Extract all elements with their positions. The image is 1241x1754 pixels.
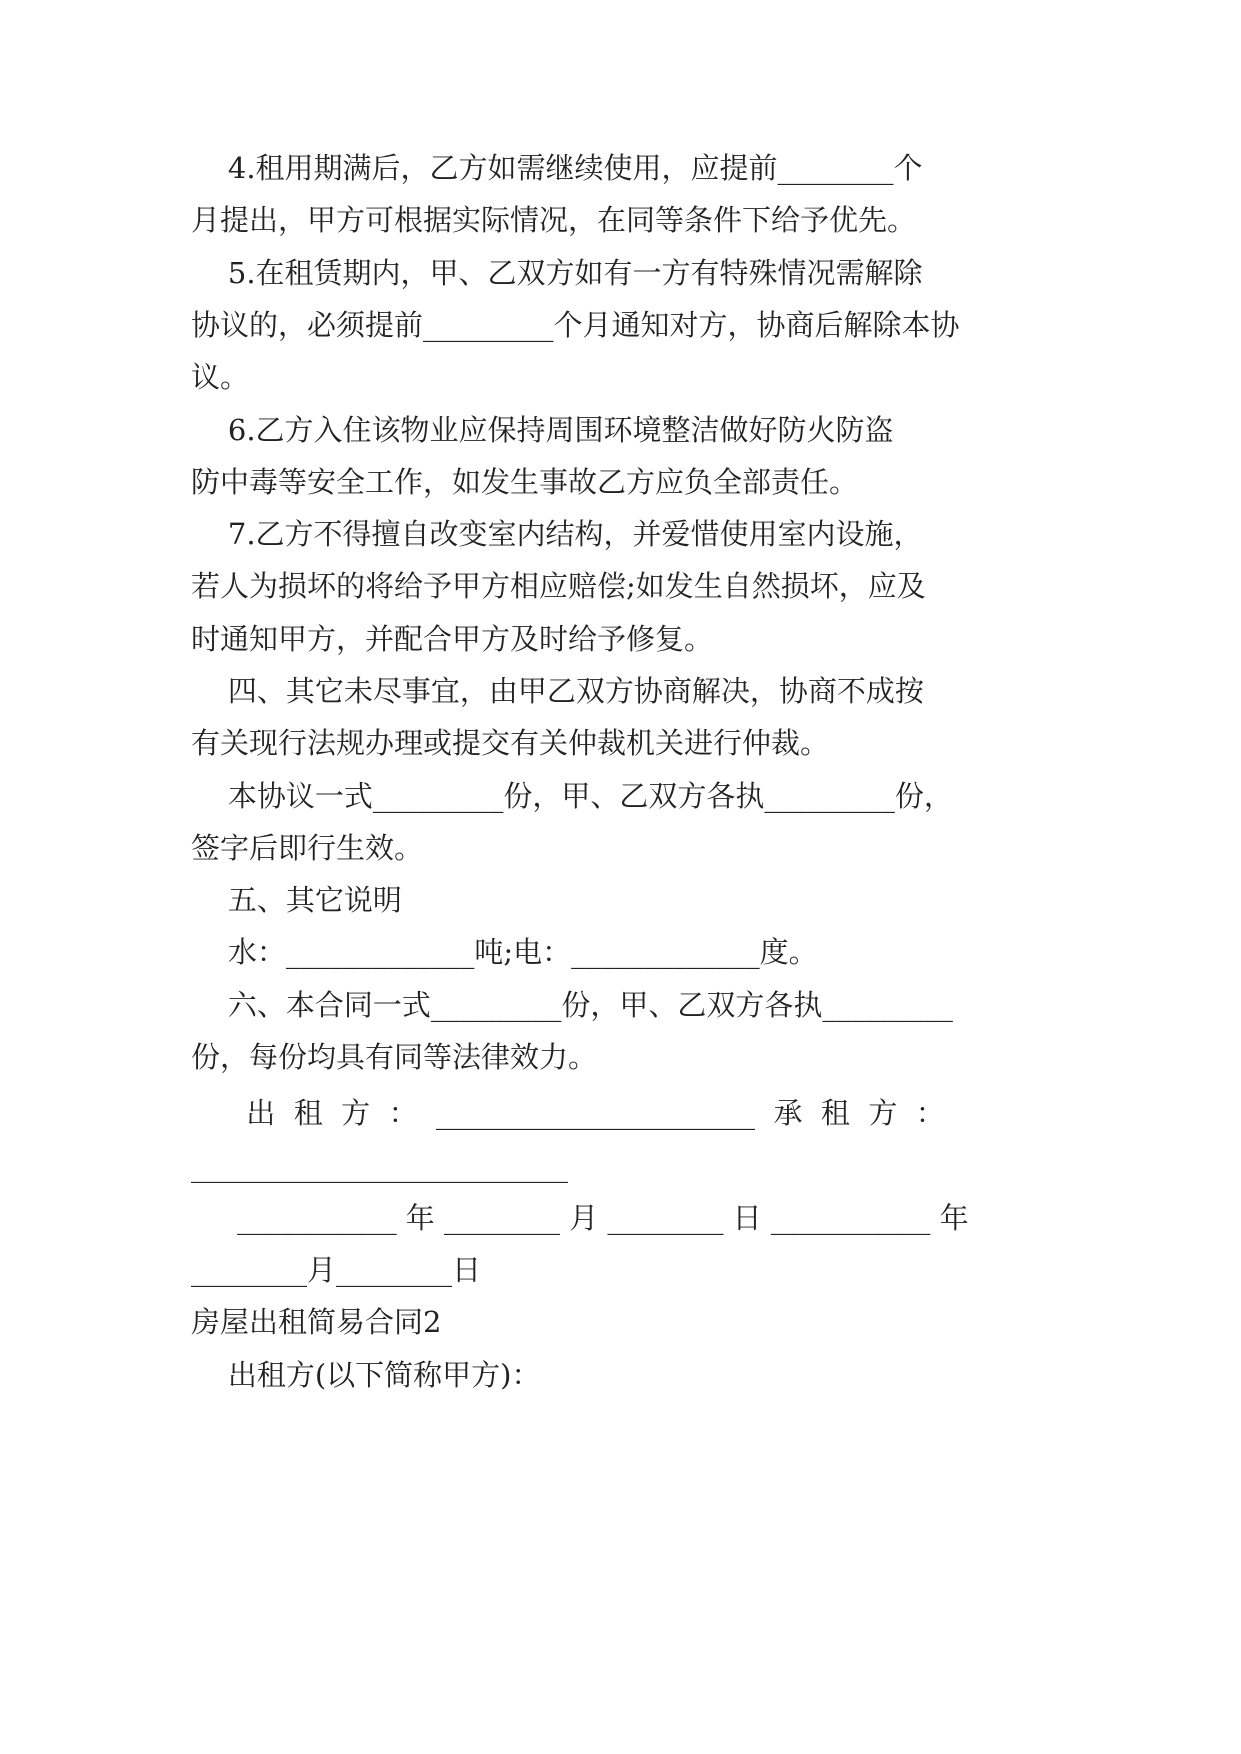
copies-line-1: 本协议一式_________份，甲、乙双方各执_________份， (191, 779, 953, 813)
clause-5-line-3: 议。 (191, 360, 250, 394)
clause-4-line-2: 月提出，甲方可根据实际情况，在同等条件下给予优先。 (191, 203, 917, 237)
clause-7-line-3: 时通知甲方，并配合甲方及时给予修复。 (191, 622, 714, 656)
clause-7-line-1: 7.乙方不得擅自改变室内结构，并爱惜使用室内设施， (191, 517, 923, 551)
clause-7-line-2: 若人为损坏的将给予甲方相应赔偿;如发生自然损坏，应及 (191, 569, 926, 603)
section-5-heading: 五、其它说明 (191, 883, 402, 917)
clause-4-line-1: 4.租用期满后，乙方如需继续使用，应提前________个 (191, 151, 923, 185)
signature-parties-line: 出 租 方 ： ______________________ 承 租 方 ： (191, 1096, 945, 1130)
signature-date-line-2: ________月________日 (191, 1253, 482, 1287)
clause-6-line-1: 6.乙方入住该物业应保持周围环境整洁做好防火防盗 (191, 413, 894, 447)
contract-2-title: 房屋出租简易合同2 (191, 1305, 442, 1339)
signature-date-line-1: ___________ 年 ________ 月 ________ 日 ___________ 年 (191, 1201, 969, 1235)
section-6-line-1: 六、本合同一式_________份，甲、乙双方各执_________ (191, 988, 953, 1022)
copies-line-2: 签字后即行生效。 (191, 831, 424, 865)
section-6-line-2: 份，每份均具有同等法律效力。 (191, 1040, 598, 1074)
lessor-label: 出租方(以下简称甲方)： (191, 1358, 541, 1392)
utilities-line: 水：_____________吨;电：_____________度。 (191, 935, 818, 969)
clause-6-line-2: 防中毒等安全工作，如发生事故乙方应负全部责任。 (191, 465, 859, 499)
section-4-line-2: 有关现行法规办理或提交有关仲裁机关进行仲裁。 (191, 726, 830, 760)
signature-blank-line: __________________________ (191, 1149, 568, 1183)
clause-5-line-1: 5.在租赁期内，甲、乙双方如有一方有特殊情况需解除 (191, 256, 923, 290)
section-4-line-1: 四、其它未尽事宜，由甲乙双方协商解决，协商不成按 (191, 674, 924, 708)
clause-5-line-2: 协议的，必须提前_________个月通知对方，协商后解除本协 (191, 308, 960, 342)
